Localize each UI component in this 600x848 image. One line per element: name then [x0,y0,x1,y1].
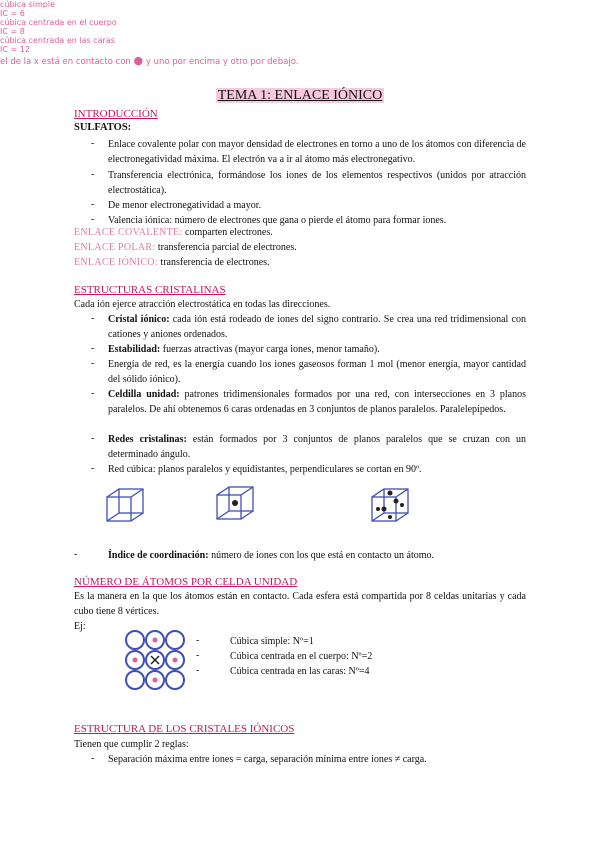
page-title-text: TEMA 1: ENLACE IÓNICO [217,88,383,103]
cubic-face-centered-icon [369,486,413,524]
bullet: - [196,665,200,676]
bullet: - [91,199,95,210]
handwritten-note [0,54,600,67]
bullet: - [196,650,200,661]
cell-name-2: cúbica centrada en el cuerpo [0,18,117,27]
def-text: transferencia parcial de electrones. [155,242,297,253]
bullet: - [196,635,200,646]
bullet: - [91,313,95,324]
bullet: - [91,388,95,399]
bullet: - [91,169,95,180]
cristales-intro: Tienen que cumplir 2 reglas: [74,739,189,750]
cell-ic-2: IC = 8 [0,27,25,36]
item-term: Redes cristalinas: [108,434,187,445]
numero-item-2: Cúbica centrada en el cuerpo: Nº=2 [230,651,373,662]
numero-text: Es la manera en la que los átomos están en contacto. Cada esfera está compartida por 8 celdas unitarias y cada cubo tiene 8 vértices. [74,591,526,617]
bullet: - [91,138,95,149]
def-term: ENLACE POLAR: [74,242,156,253]
def-term: ENLACE COVALENTE: [74,227,183,238]
note-part-a: el de la x está en contacto con [0,57,131,67]
intro-sub: SULFATOS: [74,122,132,133]
cristales-heading: ESTRUCTURA DE LOS CRISTALES IÓNICOS [74,723,295,735]
cubic-simple-icon [104,486,148,524]
def-text: comparten electrones. [182,227,273,238]
numero-ej: Ej: [74,621,86,632]
estructuras-item-6 [108,462,526,477]
atom-grid-icon [124,629,188,693]
coordination-item [108,548,526,563]
estructuras-item-5 [108,432,526,462]
intro-item-2: Transferencia electrónica, formándose los iones de los elementos respectivos (unidos por atracción electrostática). [108,170,526,196]
item-text: Red cúbica: planos paralelos y equidistantes, perpendiculares se cortan en 90º. [108,464,422,475]
note-part-b: y uno por encima y otro por debajo. [145,57,299,67]
page-title [0,88,600,104]
cristales-item-1: Separación máxima entre iones = carga, separación mínima entre iones ≠ carga. [108,754,427,765]
cell-ic-1: IC = 6 [0,9,25,18]
estructuras-item-3 [108,357,526,387]
estructuras-item-1 [108,312,526,342]
item-term: Cristal iónico: [108,314,170,325]
item-term: Estabilidad: [108,344,161,355]
bullet: - [91,358,95,369]
item-text: fuerzas atractivas (mayor carga iones, menor tamaño). [160,344,380,355]
item-text: cada ión está rodeado de iones del signo contrario. Se crea una red tridimensional con cationes y aniones ordenados. [108,314,526,340]
intro-heading: INTRODUCCIÓN [74,108,158,120]
def-term: ENLACE IÓNICO: [74,257,158,268]
numero-item-3: Cúbica centrada en las caras: Nº=4 [230,666,370,677]
def-ionico [74,255,270,270]
def-polar [74,240,297,255]
cell-name-3: cúbica centrada en las caras [0,36,115,45]
def-covalente [74,225,273,240]
item-term: Celdilla unidad: [108,389,180,400]
cell-ic-3: IC = 12 [0,45,30,54]
numero-item-1: Cúbica simple: Nº=1 [230,636,314,647]
bullet: - [91,214,95,225]
item-text: Energía de red, es la energía cuando los iones gaseosos forman 1 mol (menor energía, mayor cantidad del sólido iónico). [108,359,526,385]
estructuras-heading: ESTRUCTURAS CRISTALINAS [74,284,226,296]
cubic-body-centered-icon [214,484,258,522]
pink-dot-icon: ● [133,54,144,67]
def-text: transferencia de electrones. [157,257,270,268]
bullet: - [91,343,95,354]
estructuras-intro: Cada ión ejerce atracción electrostática en todas las direcciones. [74,299,331,310]
item-term: Índice de coordinación: [108,550,209,561]
numero-heading: NÚMERO DE ÁTOMOS POR CELDA UNIDAD [74,576,298,588]
intro-item-1: Enlace covalente polar con mayor densidad de electrones en torno a uno de los átomos con diferencia de electronegatividad máxima. El electrón va a ir al átomo más electronegativo. [108,139,526,165]
estructuras-item-4 [108,387,526,417]
bullet: - [91,753,95,764]
estructuras-item-2 [108,342,526,357]
bullet: - [91,463,95,474]
item-text: patrones tridimensionales formados por una red, con intersecciones en 3 planos paralelos. De ahí obtenemos 6 caras ordenadas en 3 conjuntos de planos paralelos. Paralelepípedos. [108,389,526,415]
intro-item-3: De menor electronegatividad a mayor. [108,200,261,211]
bullet: - [91,433,95,444]
item-text: número de iones con los que está en contacto un átomo. [208,550,435,561]
item-text: están formados por 3 conjuntos de planos paralelos que se cruzan con un determinado ángulo. [108,434,526,460]
bullet: - [74,549,78,560]
cell-name-1: cúbica simple [0,0,56,9]
intro-item-4: Valencia iónica: número de electrones que gana o pierde el átomo para formar iones. [108,215,447,226]
